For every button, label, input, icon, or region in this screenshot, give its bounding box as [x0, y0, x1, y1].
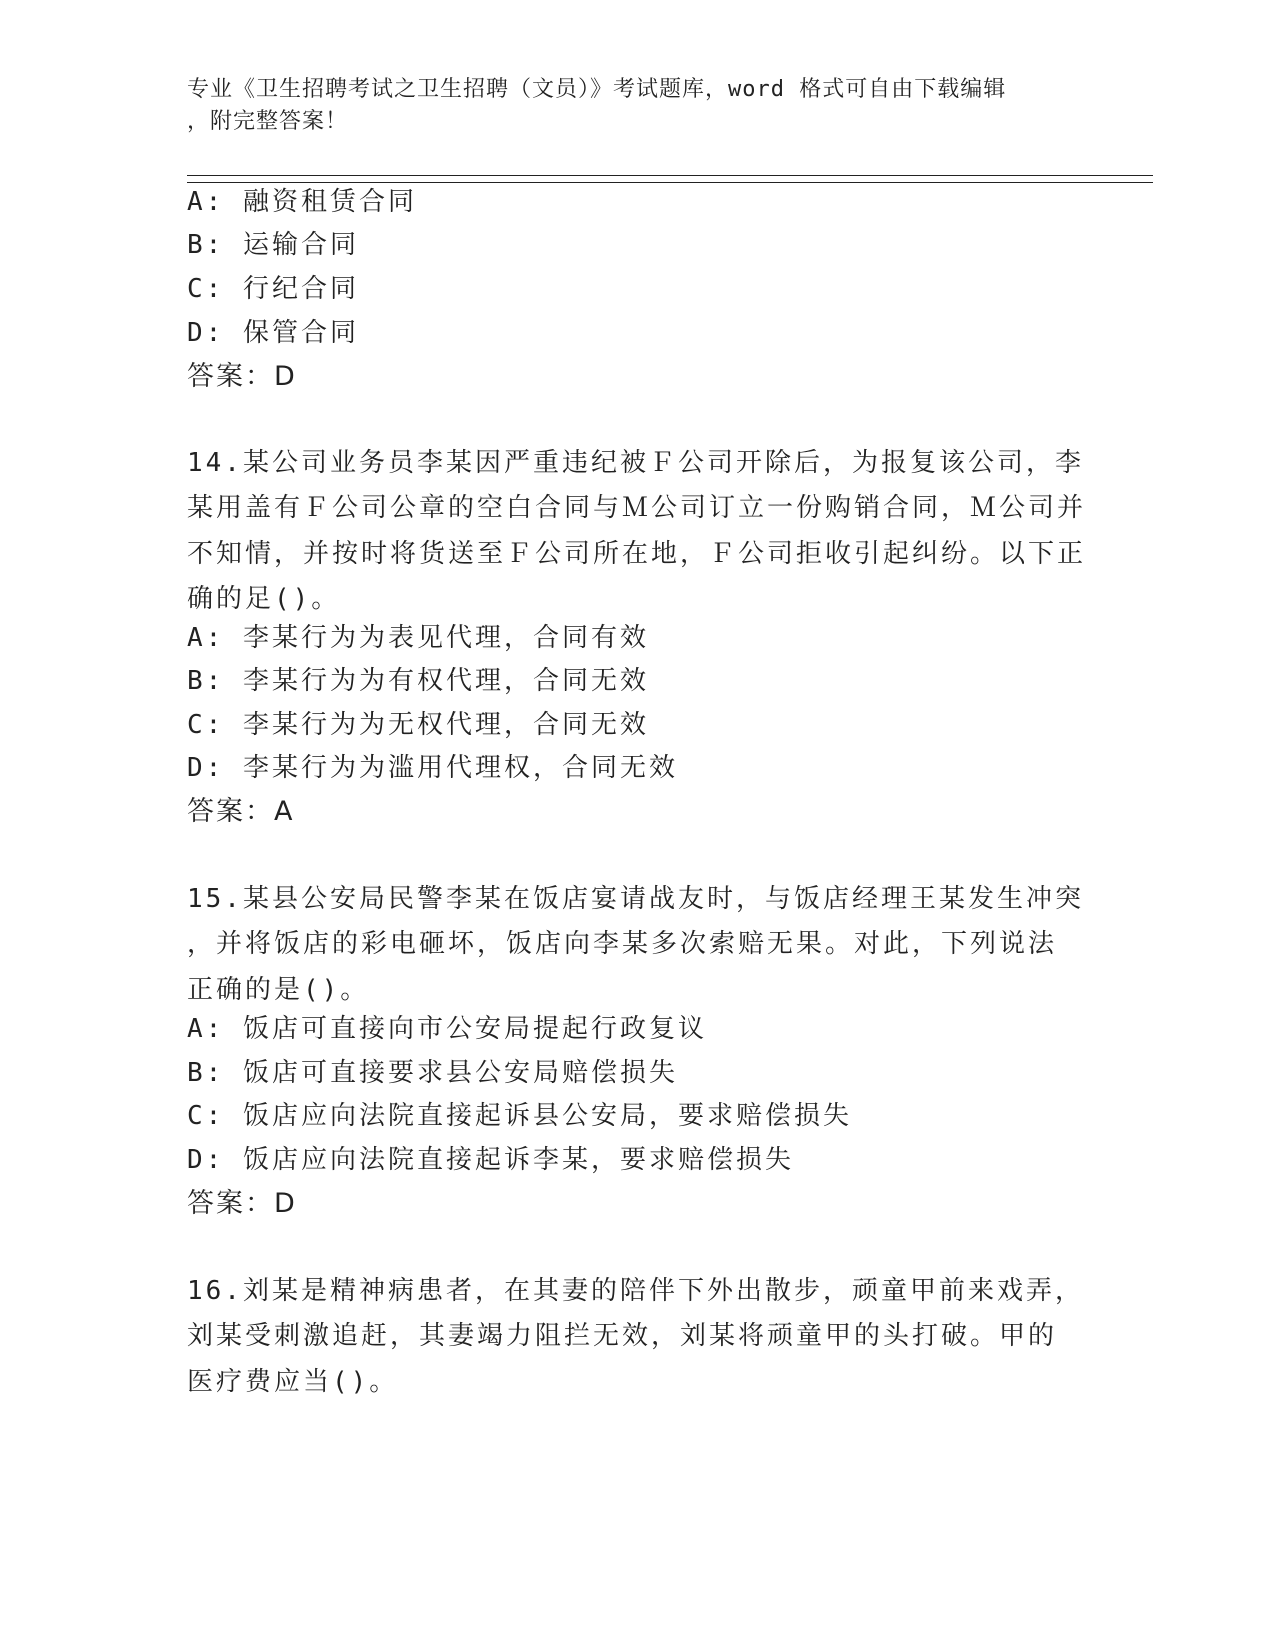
question-15-option-d: D: 饭店应向法院直接起诉李某，要求赔偿损失	[187, 1145, 794, 1175]
question-15-answer: 答案：D	[187, 1188, 297, 1219]
question-14-option-d: D: 李某行为为滥用代理权，合同无效	[187, 753, 678, 783]
question-15-stem	[187, 877, 1087, 1013]
header-line-1: 专业《卫生招聘考试之卫生招聘（文员）》考试题库，word 格式可自由下载编辑	[187, 77, 1007, 102]
question-15-option-b: B: 饭店可直接要求县公安局赔偿损失	[187, 1058, 678, 1088]
question-16-line-2: 刘某受刺激追赶，其妻竭力阻拦无效，刘某将顽童甲的头打破。甲的	[187, 1321, 1058, 1352]
question-14-line-1: 14.某公司业务员李某因严重违纪被Ｆ公司开除后，为报复该公司，李	[187, 448, 1084, 478]
prev-option-c: C: 行纪合同	[187, 274, 359, 304]
question-15-line-2: ，并将饭店的彩电砸坏，饭店向李某多次索赔无果。对此，下列说法	[187, 929, 1058, 960]
question-14-line-4: 确的足()。	[187, 583, 341, 614]
prev-option-d: D: 保管合同	[187, 318, 359, 348]
question-14-option-a: A: 李某行为为表见代理，合同有效	[187, 623, 649, 653]
page-header	[187, 74, 1087, 138]
question-14-stem	[187, 441, 1087, 622]
question-14-option-c: C: 李某行为为无权代理，合同无效	[187, 710, 649, 740]
question-14-answer: 答案：A	[187, 796, 295, 827]
question-14-option-b: B: 李某行为为有权代理，合同无效	[187, 666, 649, 696]
question-15-option-a: A: 饭店可直接向市公安局提起行政复议	[187, 1014, 707, 1044]
header-line-2: ，附完整答案！	[187, 109, 349, 134]
question-16-line-1: 16.刘某是精神病患者，在其妻的陪伴下外出散步，顽童甲前来戏弄，	[187, 1276, 1084, 1306]
question-14-line-2: 某用盖有Ｆ公司公章的空白合同与Ｍ公司订立一份购销合同，Ｍ公司并	[187, 493, 1087, 524]
question-16-stem	[187, 1269, 1087, 1405]
question-14-line-3: 不知情，并按时将货送至Ｆ公司所在地，Ｆ公司拒收引起纠纷。以下正	[187, 538, 1087, 569]
question-15-line-1: 15.某县公安局民警李某在饭店宴请战友时，与饭店经理王某发生冲突	[187, 884, 1084, 914]
question-16-line-3: 医疗费应当()。	[187, 1366, 399, 1397]
prev-option-a: A: 融资租赁合同	[187, 187, 417, 217]
prev-answer: 答案：D	[187, 361, 297, 392]
prev-option-b: B: 运输合同	[187, 230, 359, 260]
question-15-line-3: 正确的是()。	[187, 974, 370, 1005]
question-15-option-c: C: 饭店应向法院直接起诉县公安局，要求赔偿损失	[187, 1101, 852, 1131]
